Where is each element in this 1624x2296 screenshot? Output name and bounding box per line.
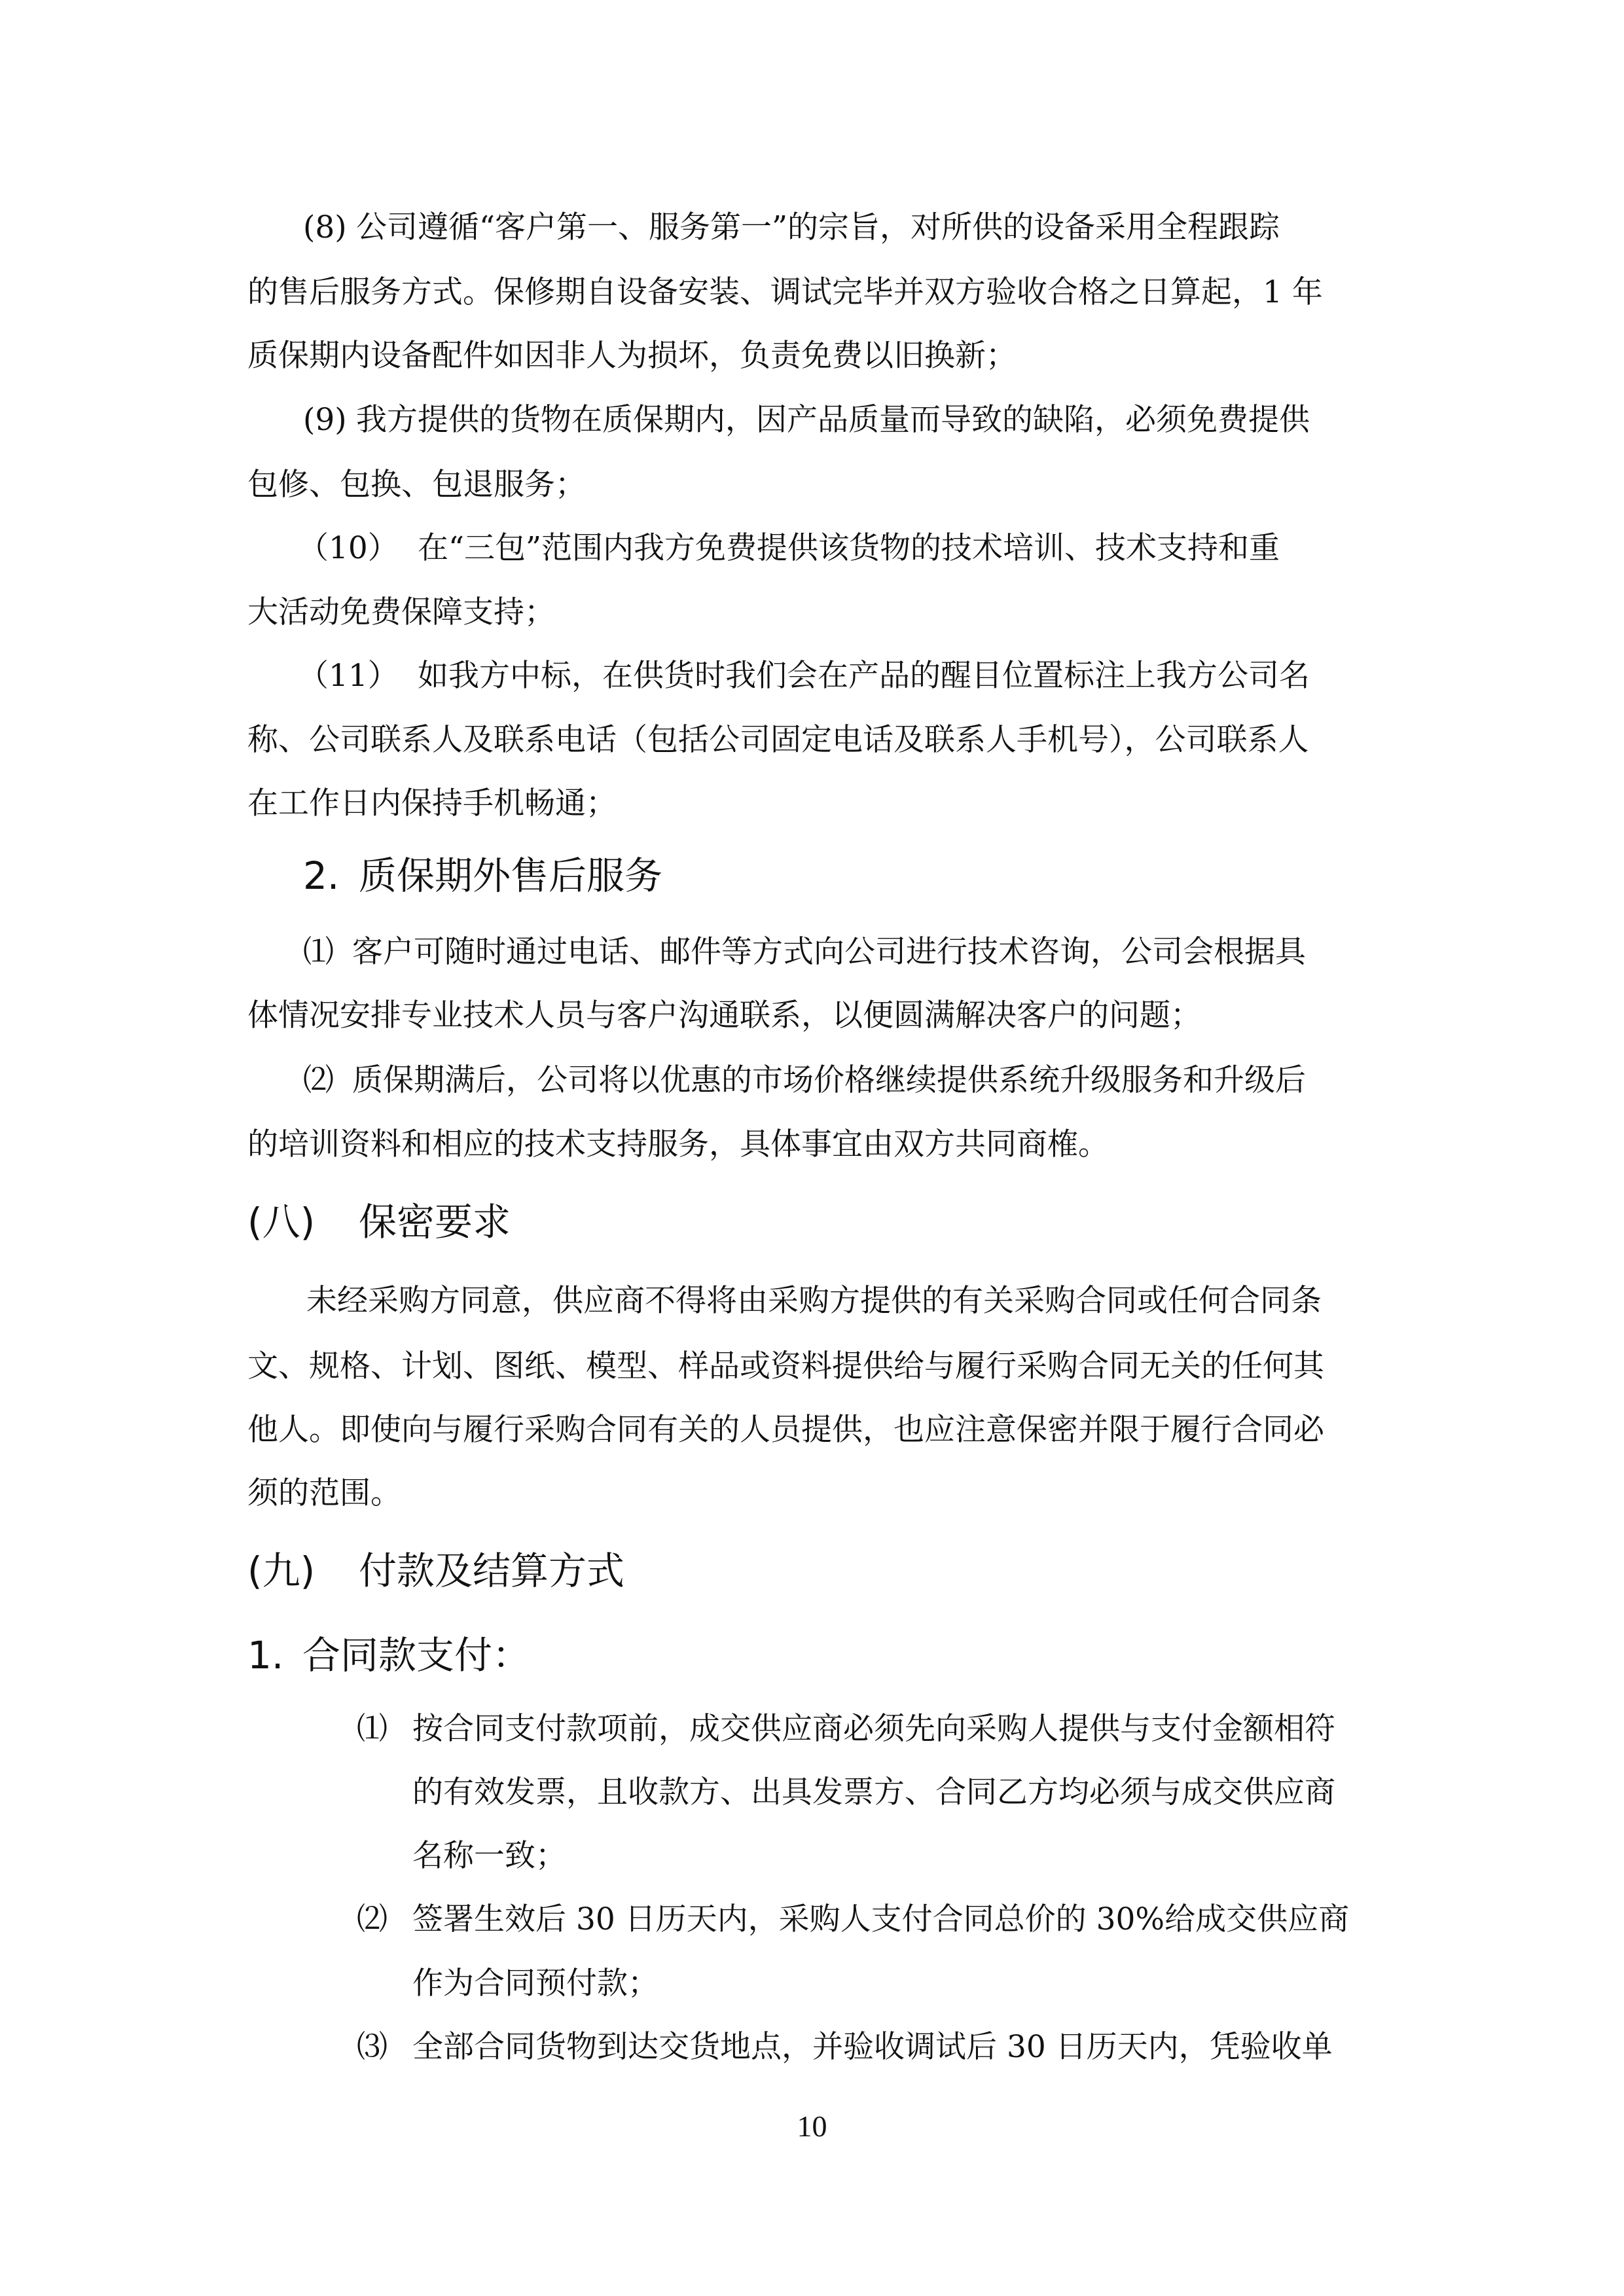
item-text-line: 的培训资料和相应的技术支持服务，具体事宜由双方共同商榷。 — [247, 1126, 1109, 1162]
item-label: ⑵ — [357, 1901, 388, 1937]
item-text-line: 质保期满后，公司将以优惠的市场价格继续提供系统升级服务和升级后 — [352, 1062, 1306, 1098]
item-text-line: 签署生效后 30 日历天内，采购人支付合同总价的 30%给成交供应商 — [412, 1901, 1350, 1937]
item-label: ⑴ — [303, 934, 334, 970]
item-label: ⑴ — [357, 1711, 388, 1747]
item-label: （10） — [298, 530, 399, 566]
heading-title: 保密要求 — [359, 1200, 511, 1244]
heading-number: (八) — [247, 1200, 316, 1244]
heading-title: 付款及结算方式 — [359, 1549, 625, 1593]
item-text-line: 客户可随时通过电话、邮件等方式向公司进行技术咨询，公司会根据具 — [352, 934, 1306, 970]
item-text-line: 的有效发票，且收款方、出具发票方、合同乙方均必须与成交供应商 — [412, 1774, 1335, 1810]
item-label: (9) — [303, 402, 347, 438]
item-text-line: 包修、包换、包退服务； — [247, 467, 586, 503]
item-label: (8) — [303, 209, 347, 245]
page-number: 10 — [797, 2109, 827, 2143]
paragraph-line: 未经采购方同意，供应商不得将由采购方提供的有关采购合同或任何合同条 — [306, 1283, 1322, 1319]
item-label: ⑵ — [303, 1062, 334, 1098]
paragraph-line: 须的范围。 — [247, 1475, 401, 1511]
item-text-line: 大活动免费保障支持； — [247, 594, 555, 630]
item-text-line: 在工作日内保持手机畅通； — [247, 785, 617, 821]
heading-number: 2. — [303, 853, 340, 898]
paragraph-line: 他人。即使向与履行采购合同有关的人员提供，也应注意保密并限于履行合同必 — [247, 1412, 1324, 1448]
heading-title: 合同款支付： — [302, 1633, 531, 1677]
item-text-line: 作为合同预付款； — [412, 1965, 659, 2001]
item-label: （11） — [298, 658, 399, 694]
item-text-line: 公司遵循“客户第一、服务第一”的宗旨，对所供的设备采用全程跟踪 — [356, 209, 1280, 245]
item-text-line: 我方提供的货物在质保期内，因产品质量而导致的缺陷，必须免费提供 — [356, 402, 1310, 438]
item-text-line: 称、公司联系人及联系电话（包括公司固定电话及联系人手机号），公司联系人 — [247, 722, 1309, 758]
item-text-line: 全部合同货物到达交货地点，并验收调试后 30 日历天内，凭验收单 — [412, 2029, 1333, 2065]
paragraph-line: 文、规格、计划、图纸、模型、样品或资料提供给与履行采购合同无关的任何其 — [247, 1348, 1324, 1384]
item-text-line: 按合同支付款项前，成交供应商必须先向采购人提供与支付金额相符 — [412, 1711, 1335, 1747]
heading-title: 质保期外售后服务 — [359, 853, 663, 898]
item-text-line: 体情况安排专业技术人员与客户沟通联系，以便圆满解决客户的问题； — [247, 997, 1201, 1033]
item-text-line: 在“三包”范围内我方免费提供该货物的技术培训、技术支持和重 — [418, 530, 1280, 566]
item-text-line: 名称一致； — [412, 1838, 566, 1874]
item-label: ⑶ — [357, 2029, 388, 2065]
item-text-line: 的售后服务方式。保修期自设备安装、调试完毕并双方验收合格之日算起，1 年 — [247, 274, 1323, 310]
heading-number: 1. — [247, 1633, 284, 1677]
item-text-line: 如我方中标，在供货时我们会在产品的醒目位置标注上我方公司名 — [418, 658, 1310, 694]
item-text-line: 质保期内设备配件如因非人为损坏，负责免费以旧换新； — [247, 338, 1017, 374]
heading-number: (九) — [247, 1549, 316, 1593]
